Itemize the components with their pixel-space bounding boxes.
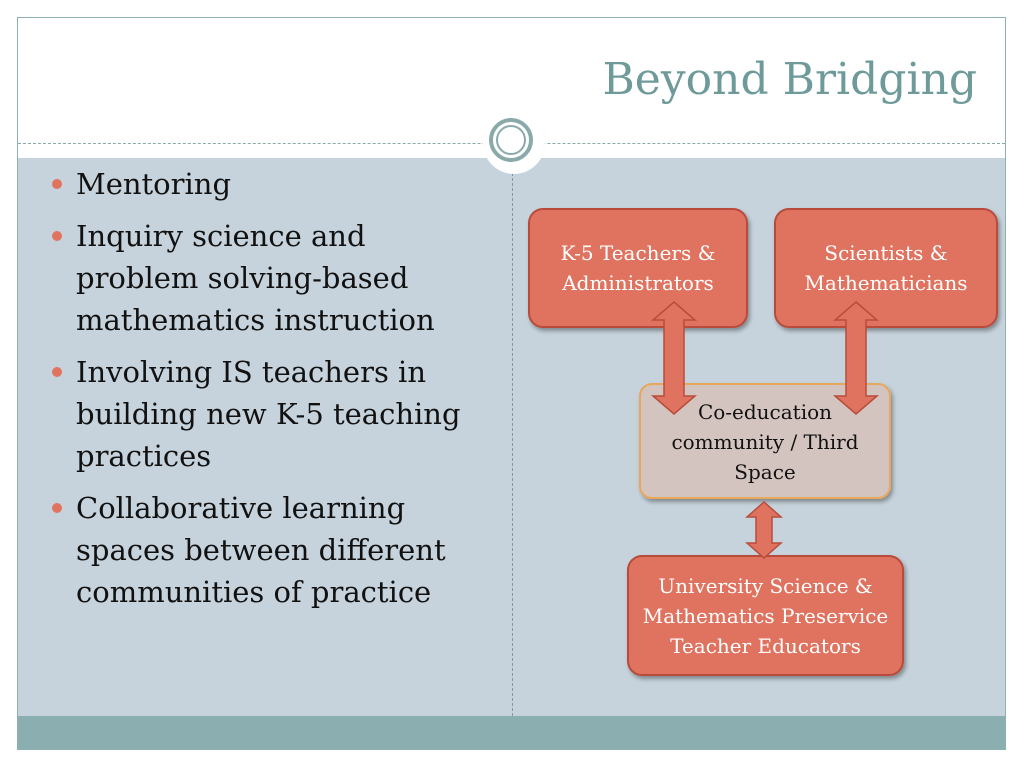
bullet-text: Inquiry science and problem solving-based mathematics instruction xyxy=(76,219,435,337)
node-teachers-label: K-5 Teachers & Administrators xyxy=(560,241,716,295)
slide-title: Beyond Bridging xyxy=(602,54,977,105)
node-scientists-label: Scientists & Mathematicians xyxy=(804,241,968,295)
bullet-text: Mentoring xyxy=(76,167,232,201)
node-university-label: University Science & Mathematics Preservice Teacher Educators xyxy=(642,573,889,658)
node-coeducation-label: Co-education community / Third Space xyxy=(671,400,859,484)
bullet-text: Involving IS teachers in building new K-5 teaching practices xyxy=(76,355,461,473)
slide xyxy=(17,17,1006,750)
bullet-text: Collaborative learning spaces between different communities of practice xyxy=(76,491,446,609)
double-arrow-coeducation-university xyxy=(747,502,781,558)
